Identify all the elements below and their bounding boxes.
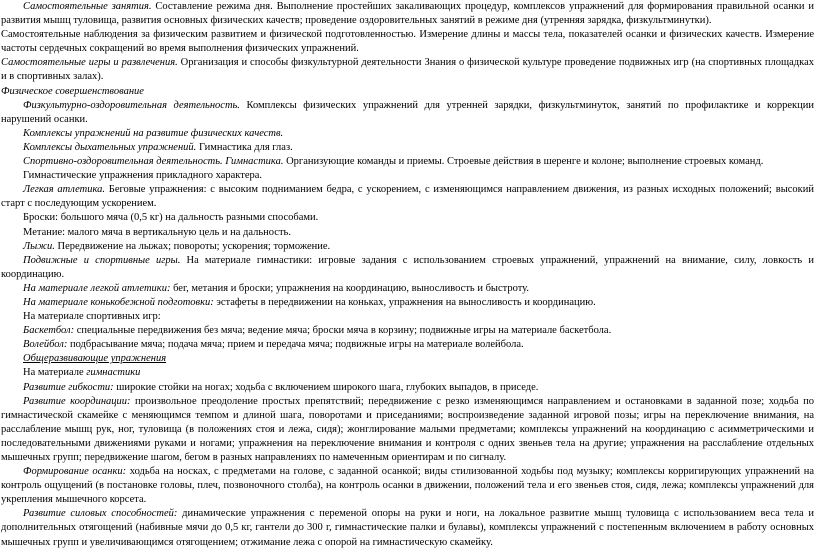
paragraph-text: Организация и способы физкультурной деятельности Знания о физической культуре проведение подвижных игр (на спортивных площадках и в спортивных залах). [1,57,814,83]
paragraph-lead: Формирование осанки: [23,466,127,478]
paragraph [1,338,814,352]
paragraph [1,296,814,310]
paragraph-text: На материале гимнастики: игровые задания с использованием строевых упражнений, упражнений на внимание, силу, ловкость и координацию. [1,254,814,280]
paragraph-text: Передвижение на лыжах; повороты; ускорения; торможение. [54,240,331,252]
paragraph-lead: Развитие координации: [23,395,131,407]
paragraph-text: специальные передвижения без мяча; ведение мяча; броски мяча в корзину; подвижные игры на материале баскетбола. [74,325,612,337]
paragraph-text: Беговые упражнения: с высоким подниманием бедра, с ускорением, с изменяющимся направлением движения, из разных исходных положений; высокий старт с последующим ускорением. [1,184,815,210]
paragraph-lead: Комплексы упражнений на развитие физических качеств. [23,127,284,139]
paragraph [1,507,814,549]
paragraph [1,465,814,507]
paragraph [1,324,814,338]
paragraph [1,254,814,282]
paragraph [1,366,814,380]
paragraph [1,226,814,240]
paragraph-lead: Комплексы дыхательных упражнений. [23,141,197,153]
paragraph-lead: Подвижные и спортивные игры. [23,254,181,266]
paragraph-text: Организующие команды и приемы. Строевые действия в шеренге и колоне; выполнение строевых команд. [283,156,764,168]
paragraph [1,183,814,211]
paragraph-text: Гимнастические упражнения прикладного характера. [23,170,263,182]
paragraph-lead: Спортивно-оздоровительная деятельность. Гимнастика. [23,156,284,168]
paragraph-lead: Волейбол: [23,339,68,351]
paragraph-text: Метание: малого мяча в вертикальную цель и на дальность. [23,226,291,238]
paragraph-lead: Развитие гибкости: [23,381,114,393]
paragraph-text: Самостоятельные наблюдения за физическим развитием и физической подготовленностью. Измерение длины и массы тела, показателей осанки и физических качеств. Измерение частоты сердечных сокращений во время выполнения физических упражнений. [1,29,814,55]
paragraph-text: Комплексы физических упражнений для утренней зарядки, физкультминуток, занятий по профилактике и коррекции нарушений осанки. [1,99,814,125]
paragraph [1,0,814,28]
paragraph-lead: Баскетбол: [23,325,75,337]
paragraph-lead: Физическое совершенствование [1,85,144,97]
paragraph-lead: На материале легкой атлетики: [23,282,171,294]
paragraph-lead: Общеразвивающие упражнения [23,353,167,365]
paragraph [1,141,814,155]
paragraph-text: эстафеты в передвижении на коньках, упражнения на выносливость и координацию. [213,296,596,308]
paragraph [1,211,814,225]
paragraph [1,56,814,84]
paragraph-text: динамические упражнения с переменой опоры на руки и ноги, на локальное развитие мышц туловища с использованием веса тела и дополнительных отягощений (набивные мячи до 0,5 кг, гантели до 300 г, гимнастические палки и булавы), комплексы упражнений с постепенным включением в работу основных мышечных групп и увеличивающимся отягощением; отжимание лежа с опорой на гимнастическую скамейку. [1,508,814,548]
paragraph-lead: Лыжи. [23,240,55,252]
paragraph-tail: гимнастики [86,367,141,379]
paragraph [1,99,814,127]
paragraph-lead: Физкультурно-оздоровительная деятельность. [23,99,240,111]
paragraph [1,28,814,56]
paragraph [1,310,814,324]
paragraph [1,352,814,366]
paragraph-lead: Самостоятельные занятия. [23,1,152,12]
paragraph-text: ходьба на носках, с предметами на голове, с заданной осанкой; виды стилизованной ходьбы под музыку; комплексы корригирующих упражнений на контроль ощущений (в постановке головы, плеч, позвоночного столба), на контроль осанки в движении, положений тела и его звеньев стоя, сидя, лежа; комплексы упражнений для укрепления мышечного корсета. [1,466,815,506]
paragraph-text: широкие стойки на ногах; ходьба с включением широкого шага, глубоких выпадов, в приседе. [113,381,539,393]
paragraph-text: На материале [23,367,87,379]
paragraph-text: бег, метания и броски; упражнения на координацию, выносливость и быстроту. [170,282,530,294]
paragraph [1,282,814,296]
paragraph [1,395,814,465]
paragraph-lead: Развитие силовых способностей: [23,508,178,520]
paragraph-text: Составление режима дня. Выполнение простейших закаливающих процедур, комплексов упражнений для формирования правильной осанки и развития мышц туловища, развития основных физических качеств; проведение оздоровительных занятий в режиме дня (утренняя зарядка, физкультминутки). [1,1,814,27]
paragraph [1,127,814,141]
paragraph [1,155,814,169]
paragraph [1,381,814,395]
paragraph [1,85,814,99]
paragraph-text: Броски: большого мяча (0,5 кг) на дальность разными способами. [23,212,319,224]
paragraph-text: На материале спортивных игр: [23,311,161,323]
paragraph-lead: На материале конькобежной подготовки: [23,296,214,308]
paragraph-text: подбрасывание мяча; подача мяча; прием и передача мяча; подвижные игры на материале волейбола. [67,339,524,351]
paragraph [1,240,814,254]
paragraph [1,169,814,183]
paragraph-text: Гимнастика для глаз. [196,141,293,153]
paragraph-lead: Самостоятельные игры и развлечения. [1,57,178,69]
paragraph-lead: Легкая атлетика. [23,184,105,196]
paragraph-text: произвольное преодоление простых препятствий; передвижение с резко изменяющимся направлением и остановками в заданной позе; ходьба по гимнастической скамейке с меняющимся темпом и длиной шага, поворотами и приседаниями; воспроизведение заданной игровой позы; игры на переключение внимания, на расслабление мышц рук, ног, туловища (в положениях стоя и лежа, сидя); жонглирование малыми предметами; комплексы упражнений на координацию с асимметрическими и последовательными движениями руками и ногами; упражнения на переключение внимания и контроля с одних звеньев тела на другие; упражнения на расслабление отдельных мышечных групп; передвижение шагом, бегом в разных направлениях по намеченным ориентирам и по сигналу. [1,395,814,463]
